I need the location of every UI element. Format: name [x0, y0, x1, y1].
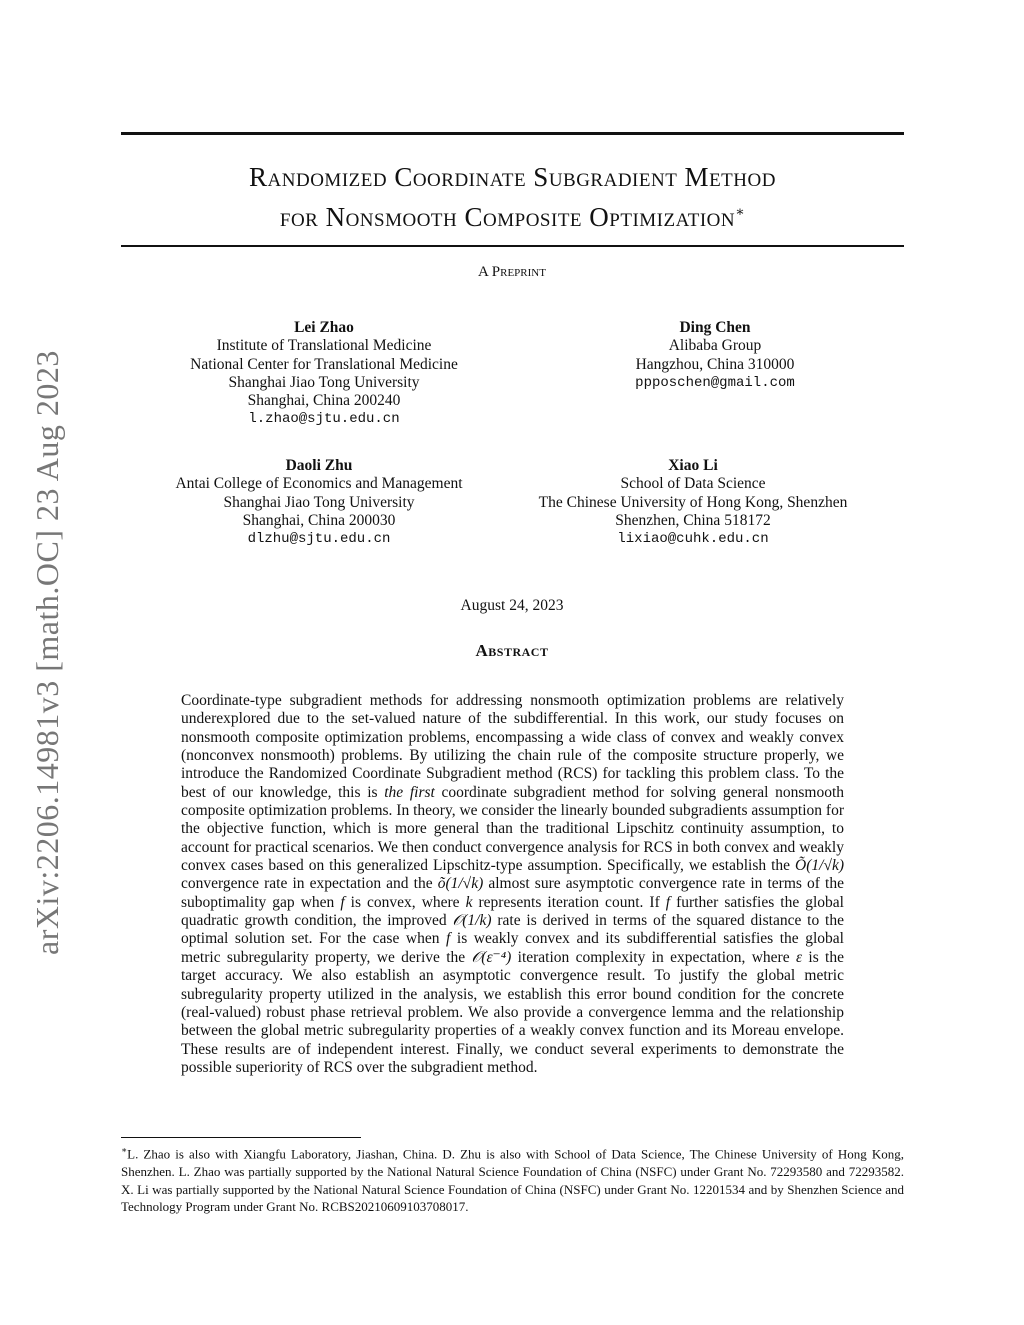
author-affiliation: Shanghai, China 200240: [247, 392, 401, 410]
footnote-rule: [121, 1137, 361, 1138]
author-affiliation: Shanghai, China 200030: [242, 511, 396, 529]
author-affiliation: Alibaba Group: [668, 337, 762, 355]
title-bottom-rule: [121, 245, 904, 247]
author-email[interactable]: dlzhu@sjtu.edu.cn: [247, 531, 391, 548]
title-footnote-mark: ∗: [735, 205, 746, 220]
author-name: Daoli Zhu: [285, 457, 353, 474]
publication-date: August 24, 2023: [460, 597, 564, 614]
title-top-rule: [121, 132, 904, 135]
title-line-2: for Nonsmooth Composite Optimization∗: [279, 202, 746, 232]
arxiv-identifier: arXiv:2206.14981v3 [math.OC] 23 Aug 2023: [29, 350, 65, 955]
author-email[interactable]: ppposchen@gmail.com: [635, 374, 795, 391]
author-name: Ding Chen: [679, 319, 751, 336]
footnote-mark: ∗: [121, 1145, 128, 1155]
author-affiliation: Antai College of Economics and Management: [175, 475, 463, 493]
footnote: ∗L. Zhao is also with Xiangfu Laboratory, Jiashan, China. D. Zhu is also with School of Data Science, The Chinese University of Hong Kong, Shenzhen. L. Zhao was partially supported by the National Natural Science Foundation of China (NSFC) under Grant No. 72293580 and 72293582. X. Li was partially supported by the National Natural Science Foundation of China (NSFC) under Grant No. 12201534 and by Shenzhen Science and Technology Program under Grant No. RCBS20210609103708017.: [121, 1145, 904, 1215]
title-line-1: Randomized Coordinate Subgradient Method: [249, 162, 776, 192]
author-email[interactable]: l.zhao@sjtu.edu.cn: [248, 411, 400, 428]
author-affiliation: School of Data Science: [620, 475, 766, 493]
author-affiliation: National Center for Translational Medicine: [190, 355, 458, 373]
abstract-body: [181, 692, 844, 1077]
author-affiliation: Institute of Translational Medicine: [216, 337, 432, 355]
preprint-label: A Preprint: [478, 264, 546, 280]
author-name: Lei Zhao: [294, 319, 354, 336]
author-affiliation: Shenzhen, China 518172: [615, 511, 771, 529]
abstract-paragraph: Coordinate-type subgradient methods for addressing nonsmooth optimization problems are relatively underexplored due to the set-valued nature of the subdifferential. In this work, our study focuses on nonsmooth composite optimization problems, encompassing a wide class of convex and weakly convex (nonconvex nonsmooth) problems. By utilizing the chain rule of the composite structure properly, we introduce the Randomized Coordinate Subgradient method (RCS) for tackling this problem class. To the best of our knowledge, this is the first coordinate subgradient method for solving general nonsmooth composite optimization problems. In theory, we consider the linearly bounded subgradients assumption for the objective function, which is more general than the traditional Lipschitz continuity assumption, to account for practical scenarios. We then conduct convergence analysis for RCS in both convex and weakly convex cases based on this generalized Lipschitz-type assumption. Specifically, we establish the Õ(1/√k) convergence rate in expectation and the õ(1/√k) almost sure asymptotic convergence rate in terms of the suboptimality gap when f is convex, where k represents iteration count. If f further satisfies the global quadratic growth condition, the improved 𝒪(1/k) rate is derived in terms of the squared distance to the optimal solution set. For the case when f is weakly convex and its subdifferential satisfies the global metric subregularity property, we derive the 𝒪(ε⁻⁴) iteration complexity in expectation, where ε is the target accuracy. We also establish an asymptotic convergence result. To justify the global metric subregularity property utilized in the analysis, we establish this error bound condition for the concrete (real-valued) robust phase retrieval problem. We also provide a convergence lemma and the relationship between the global metric subregularity properties of a weakly convex function and its Moreau envelope. These results are of independent interest. Finally, we conduct several experiments to demonstrate the possible superiority of RCS over the subgradient method.: [181, 692, 844, 1076]
author-affiliation: The Chinese University of Hong Kong, Shenzhen: [538, 493, 848, 511]
author-name: Xiao Li: [668, 457, 718, 474]
abstract-heading: Abstract: [475, 641, 549, 660]
author-affiliation: Hangzhou, China 310000: [635, 355, 795, 373]
author-block-3: [154, 457, 484, 548]
author-email[interactable]: lixiao@cuhk.edu.cn: [617, 531, 769, 548]
author-affiliation: Shanghai Jiao Tong University: [228, 373, 420, 391]
author-block-2: [560, 319, 870, 392]
author-affiliation: Shanghai Jiao Tong University: [223, 493, 415, 511]
author-block-1: [174, 319, 474, 429]
author-block-4: [515, 457, 871, 548]
paper-title: [121, 160, 904, 235]
